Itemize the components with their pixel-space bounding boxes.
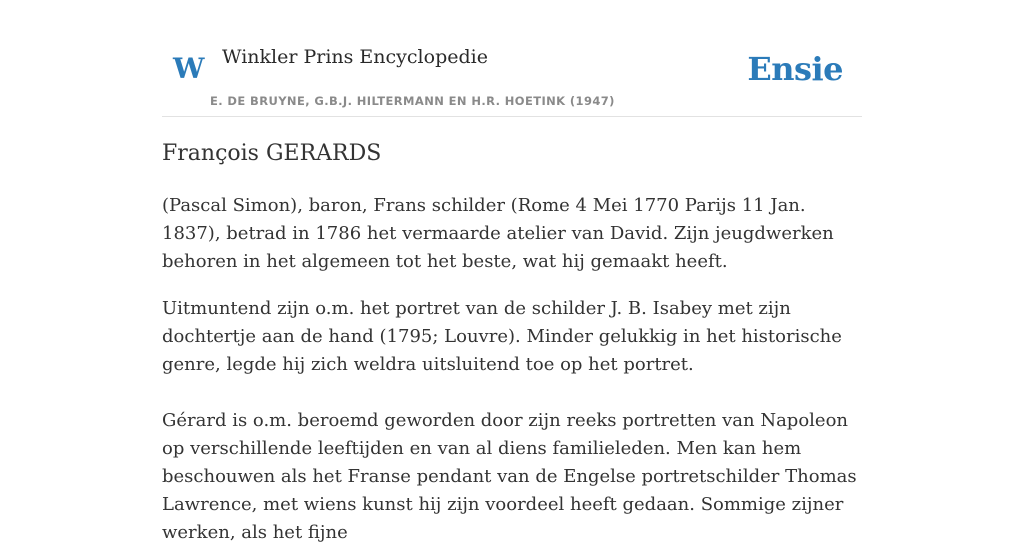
authors-line: E. DE BRUYNE, G.B.J. HILTERMANN EN H.R. HOETINK (1947) bbox=[210, 94, 615, 108]
encyclopedia-title[interactable]: Winkler Prins Encyclopedie bbox=[222, 46, 488, 68]
article-paragraph: (Pascal Simon), baron, Frans schilder (Rome 4 Mei 1770 Parijs 11 Jan. 1837), betrad in 1786 het vermaarde atelier van David. Zijn jeugdwerken behoren in het algemeen tot het beste, wat hij gemaakt heeft. bbox=[162, 195, 834, 272]
article-title: François GERARDS bbox=[162, 141, 382, 166]
header bbox=[162, 0, 862, 117]
article-paragraph: Gérard is o.m. beroemd geworden door zijn reeks portretten van Napoleon op verschillende leeftijden en van al diens familieleden. Men kan hem beschouwen als het Franse pendant van de Engelse portretschilder Thomas Lawrence, met wiens kunst hij zijn voordeel heeft gedaan. Sommige zijner werken, als het fijne bbox=[162, 410, 857, 543]
article-paragraph: Uitmuntend zijn o.m. het portret van de schilder J. B. Isabey met zijn dochtertje aan de hand (1795; Louvre). Minder gelukkig in het historische genre, legde hij zich weldra uitsluitend toe op het portret. bbox=[162, 298, 842, 375]
ensie-logo[interactable]: Ensie bbox=[747, 50, 843, 88]
winkler-prins-logo[interactable]: W bbox=[173, 52, 205, 85]
